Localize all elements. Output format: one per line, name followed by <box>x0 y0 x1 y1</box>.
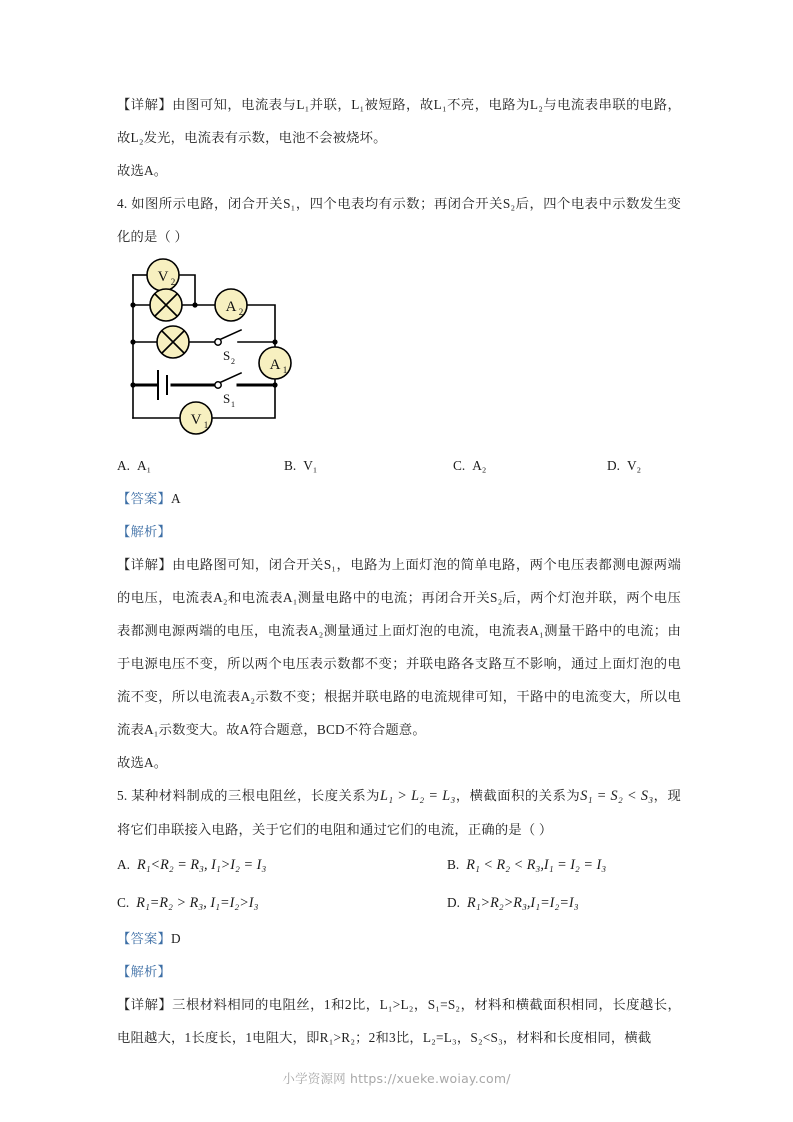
question-4-options <box>117 449 681 482</box>
svg-text:S: S <box>223 348 231 363</box>
ammeter-a2 <box>215 289 247 321</box>
svg-text:V: V <box>157 269 169 285</box>
option-a-q5[interactable]: A. R₁<R₂ = R₃, I₁>I₂ = I₃ <box>117 857 267 873</box>
question-4-number: 4. <box>117 196 128 211</box>
option-c-q5[interactable]: C. R₁=R₂ > R₃, I₁=I₂>I₃ <box>117 895 259 911</box>
analysis-tag-q4: 【解析】 <box>117 524 171 539</box>
svg-text:2: 2 <box>231 357 235 366</box>
question-4-stem-text: 如图所示电路，闭合开关S₁，四个电表均有示数；再闭合开关S₂后，四个电表中示数发生变化的是（ ） <box>117 196 681 244</box>
option-b-q4[interactable]: B. V₁ <box>284 458 318 473</box>
question-5-number: 5. <box>117 788 128 803</box>
question-4-answer <box>117 482 681 515</box>
question-5-options-row1 <box>117 846 681 884</box>
question-5-answer <box>117 922 681 955</box>
question-4-conclusion: 故选A。 <box>117 755 168 770</box>
question-5-math-length: L₁ > L₂ = L₃ <box>380 788 456 804</box>
option-d-q5[interactable]: D. R₁>R₂>R₃,I₁=I₂=I₃ <box>447 895 579 911</box>
lamp-top <box>150 289 182 321</box>
question-5-stem <box>117 779 681 846</box>
svg-text:2: 2 <box>170 277 176 287</box>
question-5-math-area: S₁ = S₂ < S₃ <box>580 788 654 804</box>
question-5-stem-line2: 现将它们串联接入电路，关于它们的电阻和通过它们的电流，正确的是（ ） <box>117 788 681 837</box>
svg-text:1: 1 <box>282 365 288 375</box>
svg-text:1: 1 <box>203 420 209 430</box>
question-5-detail: 【详解】三根材料相同的电阻丝，1和2比，L₁>L₂，S₁=S₂，材料和横截面积相同，长度越长，电阻越大，1长度长，1电阻大，即R₁>R₂；2和3比，L₂=L₃，S₂<S₃，材料和长度相同，横截 <box>117 997 681 1045</box>
question-4-stem <box>117 187 681 253</box>
answer-tag-q5: 【答案】 <box>117 931 171 946</box>
svg-text:A: A <box>269 357 281 373</box>
answer-value-q5: D <box>171 931 181 946</box>
ammeter-a1 <box>259 347 291 379</box>
svg-text:2: 2 <box>238 307 244 317</box>
circuit-diagram <box>120 253 410 443</box>
option-c-q4[interactable]: C. A₂ <box>453 458 487 473</box>
lamp-middle <box>157 326 189 358</box>
answer-value-q4: A <box>171 491 181 506</box>
svg-text:A: A <box>225 299 237 315</box>
option-d-q4[interactable]: D. V₂ <box>607 458 642 473</box>
option-a-q4[interactable]: A. A₁ <box>117 458 152 473</box>
analysis-tag-q5: 【解析】 <box>117 964 171 979</box>
junction-dots <box>130 302 277 387</box>
answer-tag-q4: 【答案】 <box>117 491 171 506</box>
paragraph-conclusion-q3: 故选A。 <box>117 163 168 178</box>
page-content <box>117 88 681 1054</box>
voltmeter-v1 <box>180 402 212 434</box>
question-5-stem-part2: ，横截面积的关系为 <box>455 788 581 803</box>
svg-text:S: S <box>223 391 231 406</box>
switch-pivots <box>215 339 221 388</box>
question-4-detail: 【详解】由电路图可知，闭合开关S₁，电路为上面灯泡的简单电路，两个电压表都测电源两端的电压，电流表A₂和电流表A₁测量电路中的电流；再闭合开关S₂后，两个灯泡并联，两个电压表都测电源两端的电压，电流表A₂测量通过上面灯泡的电流，电流表A₁测量干路中的电流；由于电源电压不变，所以两个电压表示数都不变；并联电路各支路互不影响，通过上面灯泡的电流不变，所以电流表A₂示数不变；根据并联电路的电流规律可知，干路中的电流变大，所以电流表A₁示数变大。故A符合题意，BCD不符合题意。 <box>117 557 681 737</box>
question-5-stem-part1: 某种材料制成的三根电阻丝，长度关系为 <box>131 788 380 803</box>
question-5-stem-part3: ， <box>653 788 668 803</box>
svg-text:1: 1 <box>231 400 235 409</box>
option-b-q5[interactable]: B. R₁ < R₂ < R₃,I₁ = I₂ = I₃ <box>447 857 607 873</box>
paragraph-detail-q3: 【详解】由图可知，电流表与L₁并联，L₁被短路，故L₁不亮，电路为L₂与电流表串联的电路，故L₂发光，电流表有示数，电池不会被烧坏。 <box>117 97 681 145</box>
voltmeter-v2 <box>147 259 179 291</box>
footer-watermark: 小学资源网 https://xueke.woiay.com/ <box>282 1071 511 1086</box>
svg-text:V: V <box>190 412 202 428</box>
question-5-options-row2 <box>117 884 681 922</box>
